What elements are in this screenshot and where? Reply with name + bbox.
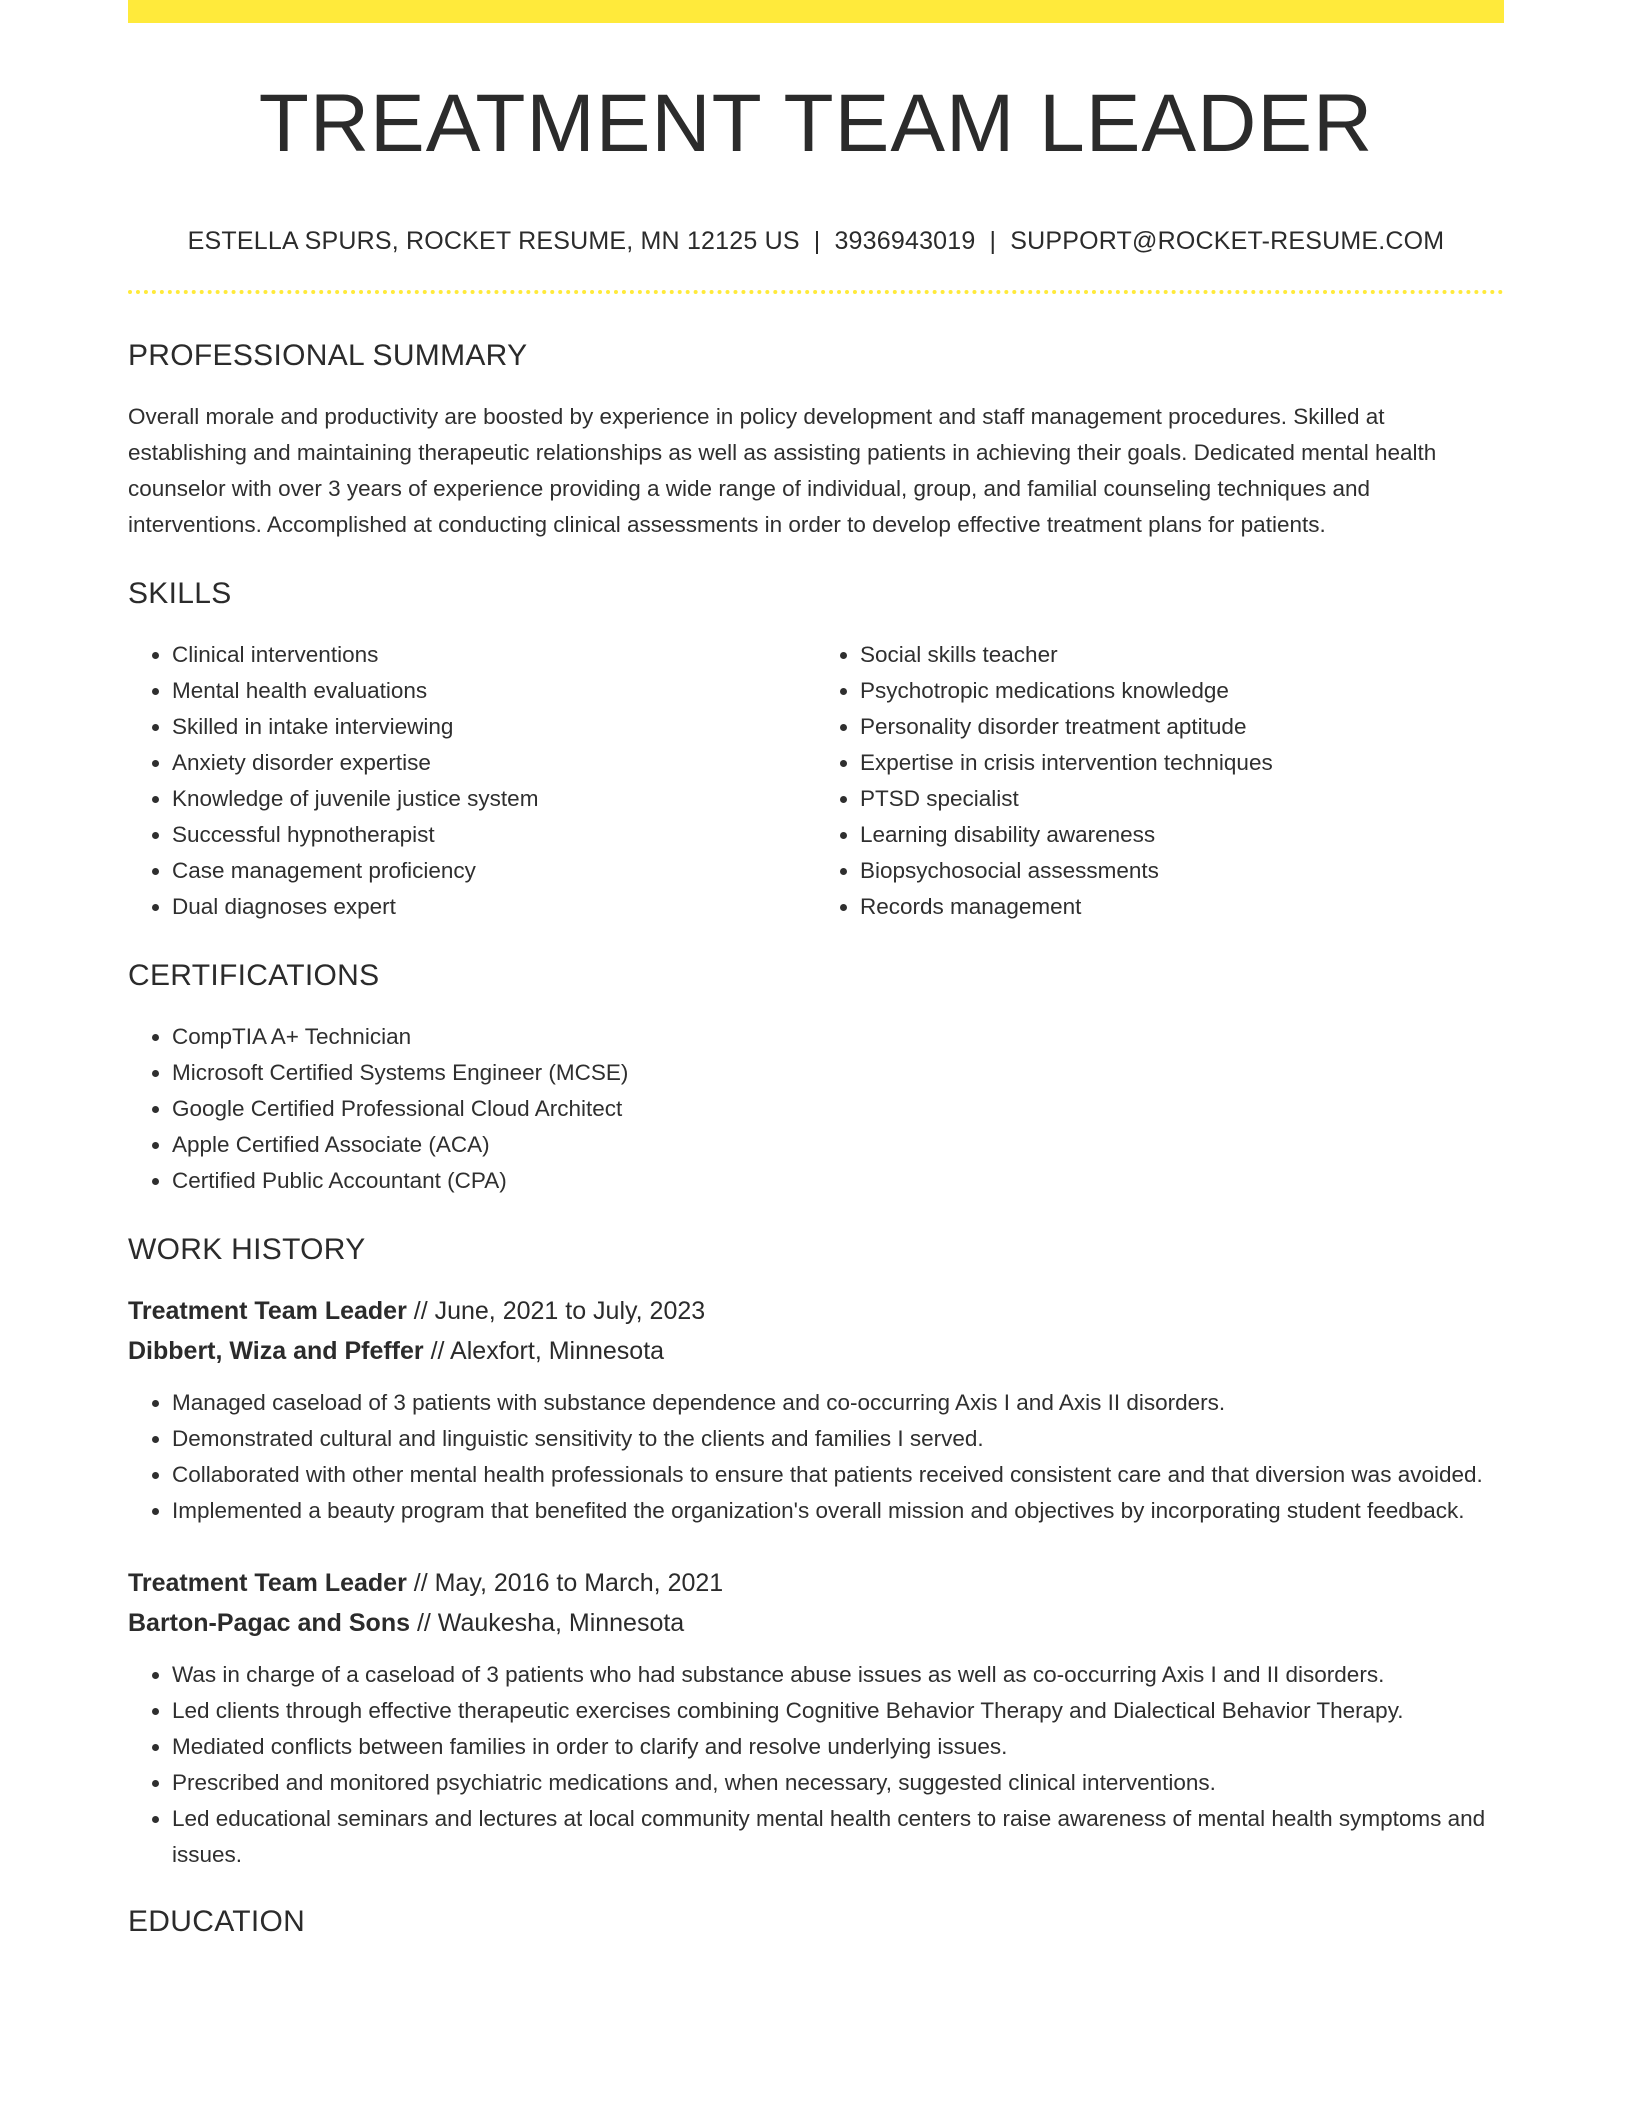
job-entry [128,1563,1504,1873]
list-item: • Microsoft Certified Systems Engineer (MCSE) [172,1055,1504,1091]
work-history-heading: WORK HISTORY [128,1233,366,1266]
list-item: • Collaborated with other mental health professionals to ensure that patients received consistent care and that diversion was avoided. [172,1457,1504,1493]
contact-phone: 3936943019 [834,227,976,255]
job-dates: // May, 2016 to March, 2021 [406,1569,724,1597]
list-item: • Anxiety disorder expertise [172,745,816,781]
job-location: // Alexfort, Minnesota [423,1337,665,1365]
contact-email: SUPPORT@ROCKET-RESUME.COM [1010,227,1445,255]
list-item: • Dual diagnoses expert [172,889,816,925]
list-item: • Psychotropic medications knowledge [860,673,1504,709]
skills-columns [128,637,1504,925]
contact-address: ESTELLA SPURS, ROCKET RESUME, MN 12125 US [187,227,800,255]
job-bullets [128,1657,1504,1873]
list-item: • Demonstrated cultural and linguistic sensitivity to the clients and families I served. [172,1421,1504,1457]
skills-list-right [816,637,1504,925]
list-item: • CompTIA A+ Technician [172,1019,1504,1055]
job-bullets [128,1385,1504,1529]
list-item: • Records management [860,889,1504,925]
resume-page [128,0,1504,1937]
contact-separator: | [813,227,821,255]
job-location: // Waukesha, Minnesota [410,1609,685,1637]
list-item: • Successful hypnotherapist [172,817,816,853]
dotted-divider [128,290,1504,294]
job-role: Treatment Team Leader [128,1569,407,1597]
list-item: • Managed caseload of 3 patients with substance dependence and co-occurring Axis I and Axis II disorders. [172,1385,1504,1421]
list-item: • Certified Public Accountant (CPA) [172,1163,1504,1199]
job-role-line [128,1291,1504,1331]
job-company-line [128,1603,1504,1643]
list-item: • Mental health evaluations [172,673,816,709]
job-company: Dibbert, Wiza and Pfeffer [128,1337,424,1365]
list-item: • Case management proficiency [172,853,816,889]
list-item: • Personality disorder treatment aptitude [860,709,1504,745]
list-item: • Learning disability awareness [860,817,1504,853]
summary-heading: PROFESSIONAL SUMMARY [128,339,528,372]
list-item: • Led educational seminars and lectures at local community mental health centers to raise awareness of mental health symptoms and issues. [172,1801,1504,1873]
job-role-line [128,1563,1504,1603]
list-item: • Biopsychosocial assessments [860,853,1504,889]
contact-line [128,229,1504,254]
skills-list-left [128,637,816,925]
contact-separator: | [989,227,997,255]
job-company: Barton-Pagac and Sons [128,1609,410,1637]
list-item: • Prescribed and monitored psychiatric medications and, when necessary, suggested clinical interventions. [172,1765,1504,1801]
list-item: • Skilled in intake interviewing [172,709,816,745]
job-dates: // June, 2021 to July, 2023 [406,1297,706,1325]
resume-title: TREATMENT TEAM LEADER [258,78,1374,169]
job-role: Treatment Team Leader [128,1297,407,1325]
list-item: • Clinical interventions [172,637,816,673]
list-item: • Was in charge of a caseload of 3 patients who had substance abuse issues as well as co-occurring Axis I and II disorders. [172,1657,1504,1693]
job-company-line [128,1331,1504,1371]
job-entry [128,1291,1504,1529]
certifications-heading: CERTIFICATIONS [128,959,380,992]
top-accent-bar [128,0,1504,23]
list-item: • Google Certified Professional Cloud Architect [172,1091,1504,1127]
list-item: • Led clients through effective therapeutic exercises combining Cognitive Behavior Therapy and Dialectical Behavior Therapy. [172,1693,1504,1729]
list-item: • Apple Certified Associate (ACA) [172,1127,1504,1163]
list-item: • Social skills teacher [860,637,1504,673]
education-heading: EDUCATION [128,1905,306,1938]
certifications-list [128,1019,1504,1199]
list-item: • Mediated conflicts between families in order to clarify and resolve underlying issues. [172,1729,1504,1765]
list-item: • PTSD specialist [860,781,1504,817]
summary-text: Overall morale and productivity are boosted by experience in policy development and staff management procedures. Skilled at establishing and maintaining therapeutic relationships as well as assisting patients in achieving their goals. Dedicated mental health counselor with over 3 years of experience providing a wide range of individual, group, and familial counseling techniques and interventions. Accomplished at conducting clinical assessments in order to develop effective treatment plans for patients. [128,404,1437,537]
list-item: • Knowledge of juvenile justice system [172,781,816,817]
list-item: • Expertise in crisis intervention techniques [860,745,1504,781]
list-item: • Implemented a beauty program that benefited the organization's overall mission and objectives by incorporating student feedback. [172,1493,1504,1529]
skills-heading: SKILLS [128,577,232,610]
